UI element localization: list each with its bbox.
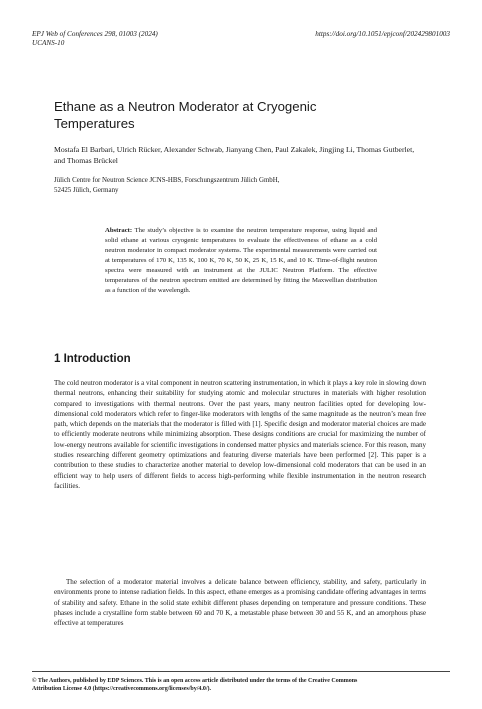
abstract: [105, 226, 377, 296]
author-list: [54, 144, 426, 166]
footer-divider: [32, 671, 450, 672]
journal-header: [32, 30, 158, 48]
affiliation-line-1: Jülich Centre for Neutron Science JCNS-HBS, Forschungszentrum Jülich GmbH,: [54, 177, 280, 184]
paper-title: Ethane as a Neutron Moderator at Cryogenic Temperatures: [54, 99, 317, 131]
license-footer: [32, 677, 450, 693]
paragraph-1: The cold neutron moderator is a vital component in neutron scattering instrumentation, in which it plays a key role in slowing down thermal neutrons, enhancing their suitability for studying atomic and molecular structures in materials with higher resolution compared to investigations with thermal neutrons. Over the past years, many neutron facilities opted for developing low-dimensional cold moderators which refer to finger-like moderators with lengths of the same magnitude as the neutron’s mean free path, which depends on the materials that the moderator is filled with [1]. Specific design and moderator material choices are made to efficiently moderate neutrons while minimizing absorption. These designs conditions are crucial for maximizing the number of low-energy neutrons available for scientific investigations in condensed matter physics and materials science. For this reason, many studies researching different geometry optimizations and featuring diverse materials have been performed [2]. This paper is a contribution to these studies to characterize another material to develop low-dimensional cold moderators that can be used in an efficient way to help users of different fields to access high-performing while flexible instrumentation in the neutron research facilities.: [54, 379, 426, 490]
doi-link[interactable]: https://doi.org/10.1051/epjconf/202429801003: [315, 30, 450, 38]
affiliation-line-2: 52425 Jülich, Germany: [54, 187, 119, 194]
abstract-label: Abstract:: [105, 227, 133, 234]
license-line-2: Attribution License 4.0 (https://creativecommons.org/licenses/by/4.0/).: [32, 686, 212, 692]
conference-name: UCANS-10: [32, 39, 65, 47]
abstract-text: The study’s objective is to examine the neutron temperature response, using liquid and solid ethane at various cryogenic temperatures to evaluate the effectiveness of ethane as a cold neutron moderator in compact moderator systems. The experimental measurements were carried out at temperatures of 170 K, 135 K, 100 K, 70 K, 50 K, 25 K, 15 K, and 10 K. Time-of-flight neutron spectra were measured with an instrument at the JULIC Neutron Platform. The effective temperatures of the neutron spectrum emitted are determined by fitting the Maxwellian distribution as a function of the wavelength.: [105, 227, 377, 294]
license-line-1: © The Authors, published by EDP Sciences. This is an open access article distributed under the terms of the Creative Commons: [32, 678, 358, 684]
section-heading: 1 Introduction: [54, 353, 131, 365]
journal-citation: EPJ Web of Conferences 298, 01003 (2024): [32, 30, 158, 38]
affiliation: [54, 176, 354, 196]
authors-text: Mostafa El Barbari, Ulrich Rücker, Alexander Schwab, Jianyang Chen, Paul Zakalek, Jingjing Li, Thomas Gutberlet, and Thomas Brückel: [54, 145, 415, 165]
paragraph-2: The selection of a moderator material involves a delicate balance between efficiency, stability, and safety, particularly in environments prone to intense radiation fields. In this aspect, ethane emerges as a promising candidate offering advantages in terms of stability and safety. Ethane in the solid state exhibit different phases depending on temperature and pressure conditions. These phases include a crystalline form stable between 60 and 70 K, a metastable phase between 30 and 55 K, and an amorphous phase effective at temperatures: [54, 578, 426, 628]
